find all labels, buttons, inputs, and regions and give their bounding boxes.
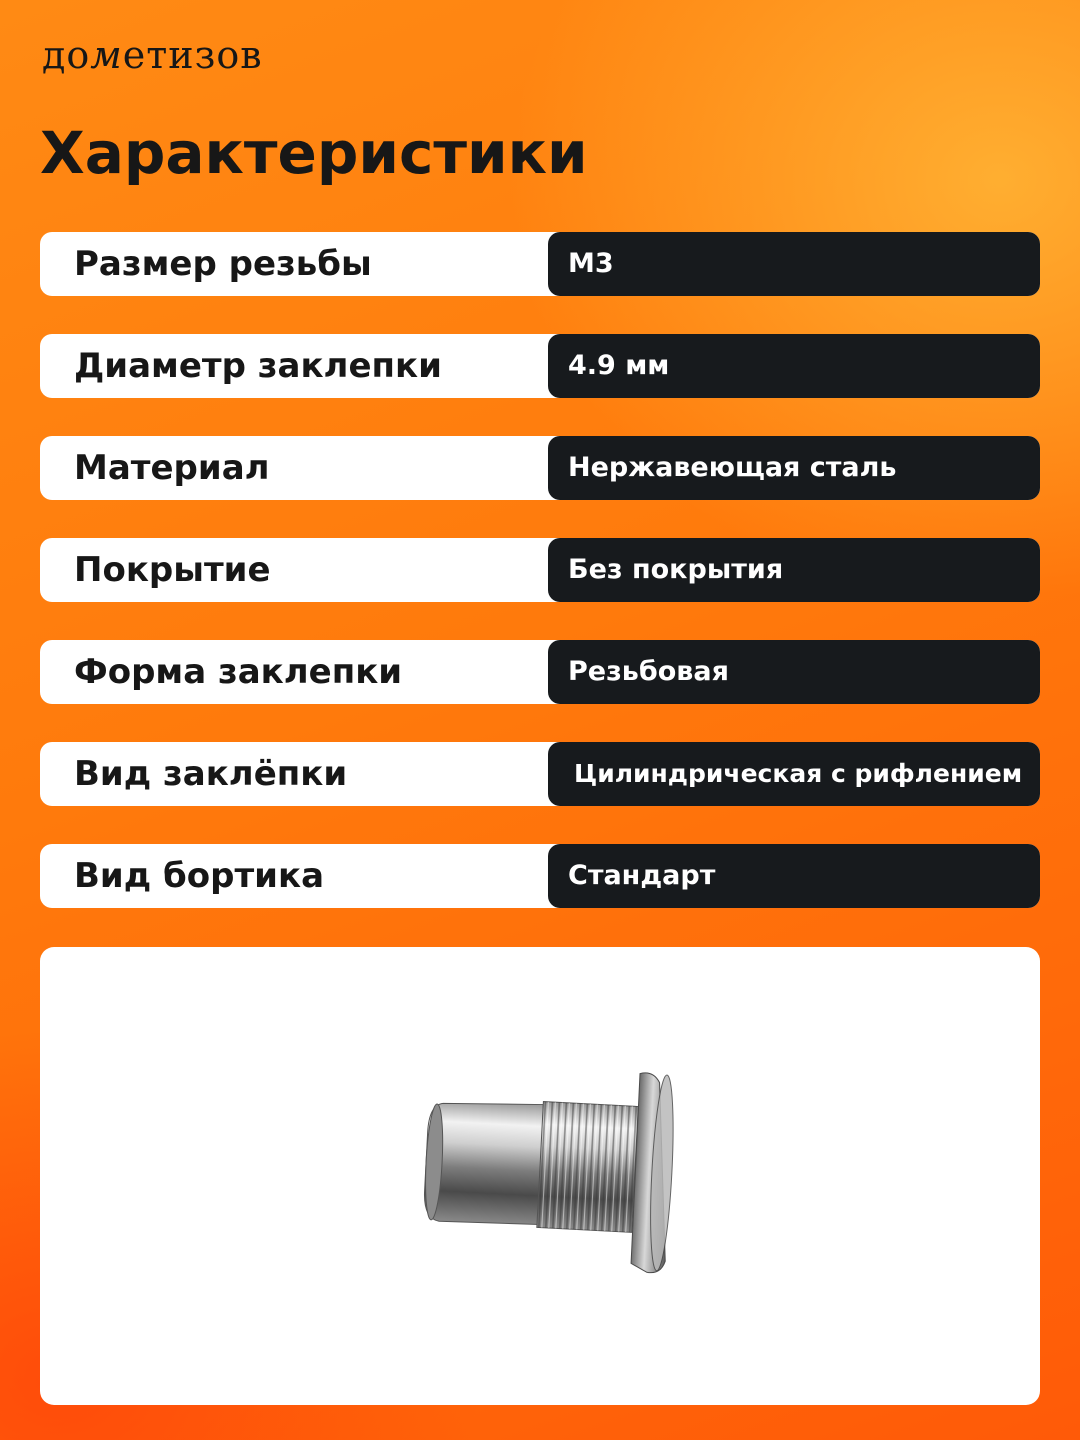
spec-value: М3 xyxy=(548,232,1040,296)
spec-row-flange-type xyxy=(40,844,1040,908)
spec-value: Без покрытия xyxy=(548,538,1040,602)
spec-row-material xyxy=(40,436,1040,500)
brand-logo-part: до xyxy=(42,33,91,77)
spec-value: Нержавеющая сталь xyxy=(548,436,1040,500)
brand-logo-accent: м xyxy=(90,33,123,77)
product-image-card xyxy=(40,947,1040,1405)
spec-value: Стандарт xyxy=(548,844,1040,908)
spec-label: Диаметр заклепки xyxy=(74,346,442,386)
spec-label: Вид заклёпки xyxy=(74,754,348,794)
spec-value: 4.9 мм xyxy=(548,334,1040,398)
rivet-nut-photo-icon xyxy=(380,1047,720,1287)
spec-label: Покрытие xyxy=(74,550,271,590)
spec-label: Вид бортика xyxy=(74,856,325,896)
spec-table xyxy=(40,232,1040,946)
spec-row-coating xyxy=(40,538,1040,602)
spec-value: Резьбовая xyxy=(548,640,1040,704)
spec-label: Размер резьбы xyxy=(74,244,372,284)
spec-row-diameter xyxy=(40,334,1040,398)
spec-row-rivet-form xyxy=(40,640,1040,704)
spec-label: Форма заклепки xyxy=(74,652,403,692)
spec-value: Цилиндрическая с рифлением xyxy=(548,742,1040,806)
brand-logo-part: етизов xyxy=(122,33,263,77)
page-title: Характеристики xyxy=(40,119,588,187)
brand-logo xyxy=(42,33,263,77)
spec-row-thread-size xyxy=(40,232,1040,296)
spec-row-rivet-type xyxy=(40,742,1040,806)
spec-label: Материал xyxy=(74,448,270,488)
